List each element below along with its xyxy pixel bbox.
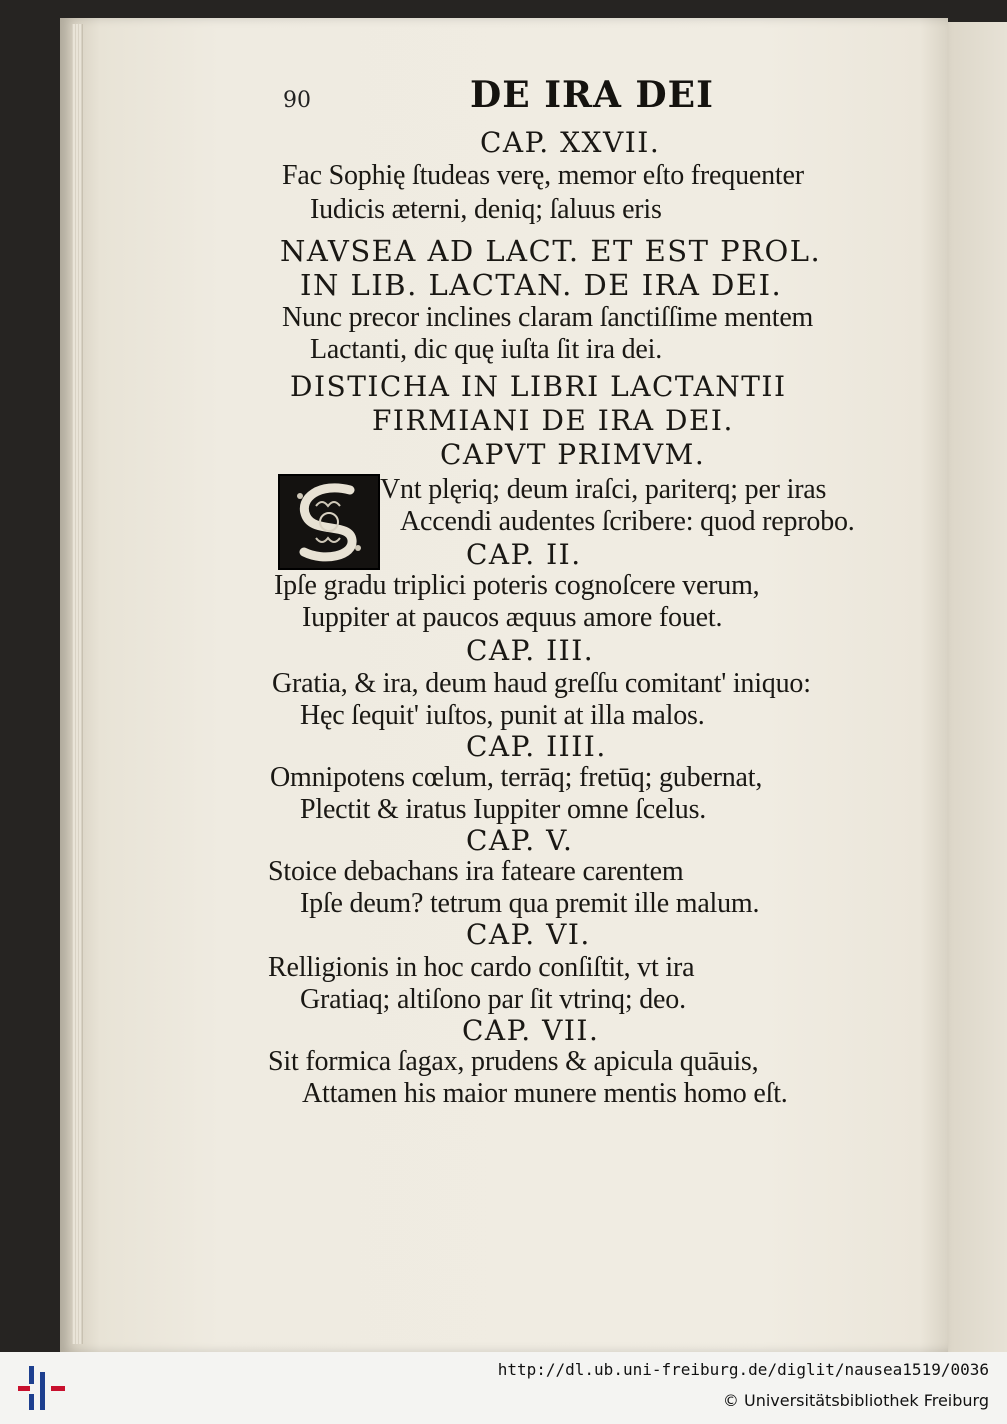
section-heading: NAVSEA AD LACT. ET EST PROL. [280,234,822,268]
verse-line: Ipſe gradu triplici poteris cognoſcere verum, [274,570,760,601]
verse-line: Vnt plęriq; deum iraſci, pariterq; per iras [380,474,827,505]
section-heading: IN LIB. LACTAN. DE IRA DEI. [300,268,783,302]
chapter-heading: CAP. VI. [466,918,591,951]
verse-line: Iuppiter at paucos æquus amore fouet. [302,602,723,633]
ub-freiburg-logo-icon [18,1362,70,1414]
chapter-heading: CAP. IIII. [466,730,607,763]
verse-line: Gratia, & ira, deum haud greſſu comitant' iniquo: [272,668,811,699]
verse-line: Nunc precor inclines claram ſanctiſſime mentem [282,302,814,333]
chapter-heading: CAP. XXVII. [480,126,661,159]
verse-line: Plectit & iratus Iuppiter omne ſcelus. [300,794,707,825]
chapter-heading: CAPVT PRIMVM. [440,438,706,471]
chapter-heading: CAP. VII. [462,1014,600,1047]
verse-line: Iudicis æterni, deniq; ſaluus eris [310,194,662,225]
verse-line: Gratiaq; altiſono par ſit vtrinq; deo. [300,984,686,1015]
chapter-heading: CAP. V. [466,824,574,857]
verse-line: Attamen his maior munere mentis homo eſt. [302,1078,788,1109]
section-heading: FIRMIANI DE IRA DEI. [372,404,734,437]
verse-line: Omnipotens cœlum, terrāq; fretūq; gubernat, [270,762,763,793]
section-heading: DISTICHA IN LIBRI LACTANTII [290,370,787,403]
verse-line: Fac Sophię ſtudeas verę, memor eſto frequenter [282,160,804,191]
chapter-heading: CAP. II. [466,538,582,571]
page-stack-edge [72,24,83,1344]
source-url-link[interactable]: http://dl.ub.uni-freiburg.de/diglit/nausea1519/0036 [497,1360,989,1379]
verse-line: Hęc ſequit' iuſtos, punit at illa malos. [300,700,705,731]
running-head: DE IRA DEI [470,74,714,116]
page-folio: 90 [283,88,311,113]
verse-line: Relligionis in hoc cardo conſiſtit, vt ira [268,952,695,983]
copyright-notice: © Universitätsbibliothek Freiburg [722,1391,989,1410]
footer-bar [0,1352,1007,1424]
decorated-initial-icon [278,474,380,570]
verse-line: Sit formica ſagax, prudens & apicula quāuis, [268,1046,759,1077]
verse-line: Lactanti, dic quę iuſta ſit ira dei. [310,334,663,365]
chapter-heading: CAP. III. [466,634,595,667]
verse-line: Ipſe deum? tetrum qua premit ille malum. [300,888,760,919]
verse-line: Stoice debachans ira fateare carentem [268,856,684,887]
verse-line: Accendi audentes ſcribere: quod reprobo. [400,506,855,537]
